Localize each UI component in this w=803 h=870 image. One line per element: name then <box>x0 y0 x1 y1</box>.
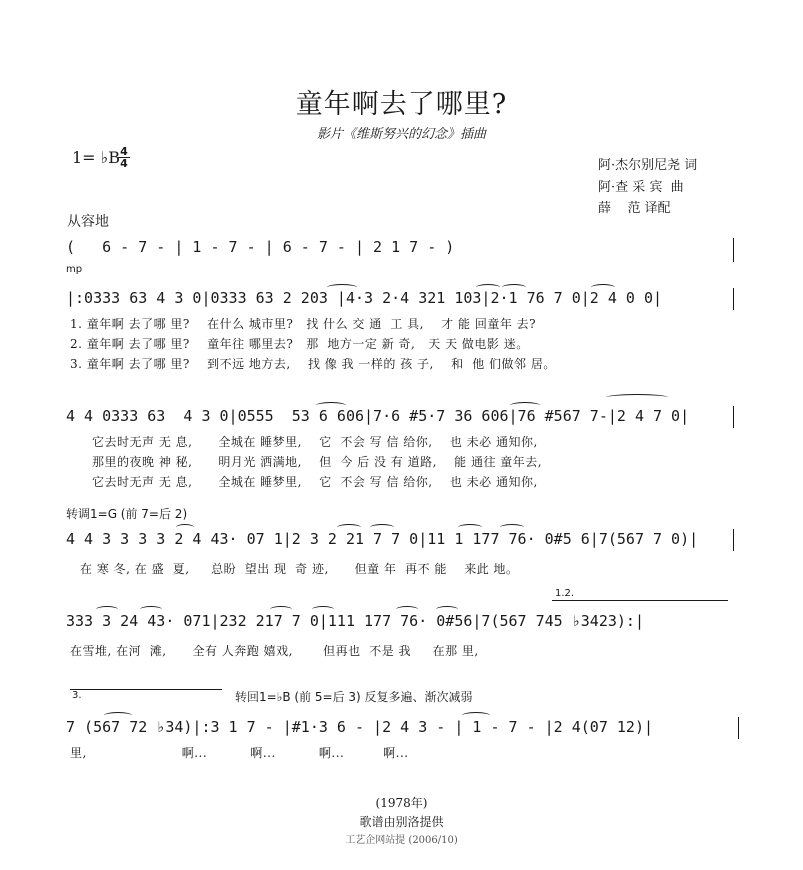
tie-mark <box>510 402 540 409</box>
volta-bracket-1 <box>552 600 728 601</box>
tie-mark <box>96 606 118 613</box>
lyric-line: 那里的夜晚 神 秘, 明月光 洒满地, 但 今 后 没 有 道路, 能 通往 童年去, <box>92 455 543 469</box>
tie-mark <box>316 402 346 409</box>
tie-mark <box>462 712 490 719</box>
volta-label-1: 1.2. <box>555 588 575 599</box>
tie-mark <box>370 524 394 531</box>
notation-row-2: 4 4 0333 63 4 3 0|0555 53 6 606|7·6 #5·7 36 606|76 #567 7-|2 4 7 0| <box>66 407 690 425</box>
notation-row-intro: ( 6 - 7 - | 1 - 7 - | 6 - 7 - | 2 1 7 - ) <box>66 238 455 256</box>
barline <box>733 529 734 551</box>
tie-mark <box>312 606 334 613</box>
modulation-marking: 转回1=♭B (前 5=后 3) 反复多遍、渐次减弱 <box>235 690 473 704</box>
tie-mark <box>458 524 482 531</box>
tie-mark <box>436 606 458 613</box>
dynamic-marking: mp <box>66 264 83 275</box>
source-note: 歌谱由别洛提供 <box>359 815 444 829</box>
barline <box>733 238 734 262</box>
modulation-marking: 转调1=G (前 7=后 2) <box>66 507 188 521</box>
tempo-marking: 从容地 <box>67 214 109 230</box>
notation-row-5: 7 (567 72 ♭34)|:3 1 7 - |#1·3 6 - |2 4 3 - | 1 - 7 - |2 4(07 12)| <box>66 718 653 736</box>
composer-credit: 阿·查 采 宾 曲 <box>598 180 684 195</box>
tie-mark <box>396 606 418 613</box>
tie-mark <box>327 284 357 291</box>
notation-row-1: |:0333 63 4 3 0|0333 63 2 203 |4·3 2·4 321 103|2·1 76 7 0|2 4 0 0| <box>66 289 663 307</box>
tie-mark <box>140 606 162 613</box>
barline <box>738 717 739 739</box>
tie-mark <box>104 712 132 719</box>
key-signature: 1= ♭B <box>72 148 120 167</box>
year-note: (1978年) <box>375 796 428 810</box>
song-subtitle: 影片《维斯努兴的幻念》插曲 <box>316 127 486 142</box>
website-note: 工艺企网站提 (2006/10) <box>345 835 458 846</box>
translator-credit: 薛 范 译配 <box>598 201 671 216</box>
barline <box>733 288 734 310</box>
tie-mark <box>591 284 615 291</box>
tie-mark <box>500 524 524 531</box>
time-signature: 4 4 <box>118 146 130 169</box>
volta-bracket-3 <box>70 689 222 690</box>
lyric-line: 2. 童年啊 去了哪 里? 童年往 哪里去? 那 地方一定 新 奇, 天 天 做电影 迷。 <box>70 337 529 351</box>
barline <box>733 406 734 428</box>
lyric-line: 它去时无声 无 息, 全城在 睡梦里, 它 不会 写 信 给你, 也 未必 通知你, <box>92 435 538 449</box>
volta-label-3: 3. <box>72 690 82 701</box>
lyric-line: 里, 啊... 啊... 啊... 啊... <box>70 746 409 760</box>
notation-row-3: 4 4 3 3 3 3 2 4 43· 07 1|2 3 2 21 7 7 0|11 1 177 76· 0#5 6|7(567 7 0)| <box>66 530 699 548</box>
lyricist-credit: 阿·杰尔别尼尧 词 <box>598 158 698 173</box>
notation-row-4: 333 3 24 43· 071|232 217 7 0|111 177 76· 0#56|7(567 745 ♭3423):| <box>66 612 644 630</box>
lyric-line: 3. 童年啊 去了哪 里? 到不远 地方去, 找 像 我 一样的 孩 子, 和 他 们做邻 居。 <box>70 357 556 371</box>
tie-mark <box>270 606 292 613</box>
tie-mark <box>337 524 361 531</box>
lyric-line: 在雪堆, 在河 滩, 全有 人奔跑 嬉戏, 但再也 不是 我 在那 里, <box>70 644 479 658</box>
tie-mark <box>476 284 500 291</box>
lyric-line: 在 寒 冬, 在 盛 夏, 总盼 望出 现 奇 迹, 但童 年 再不 能 来此 地。 <box>80 562 519 576</box>
song-title: 童年啊去了哪里? <box>295 89 508 120</box>
tie-mark <box>176 524 194 531</box>
lyric-line: 1. 童年啊 去了哪 里? 在什么 城市里? 找 什么 交 通 工 具, 才 能 回童年 去? <box>70 317 537 331</box>
tie-mark <box>502 284 526 291</box>
lyric-line: 它去时无声 无 息, 全城在 睡梦里, 它 不会 写 信 给你, 也 未必 通知你, <box>92 475 538 489</box>
tie-mark <box>606 394 668 401</box>
